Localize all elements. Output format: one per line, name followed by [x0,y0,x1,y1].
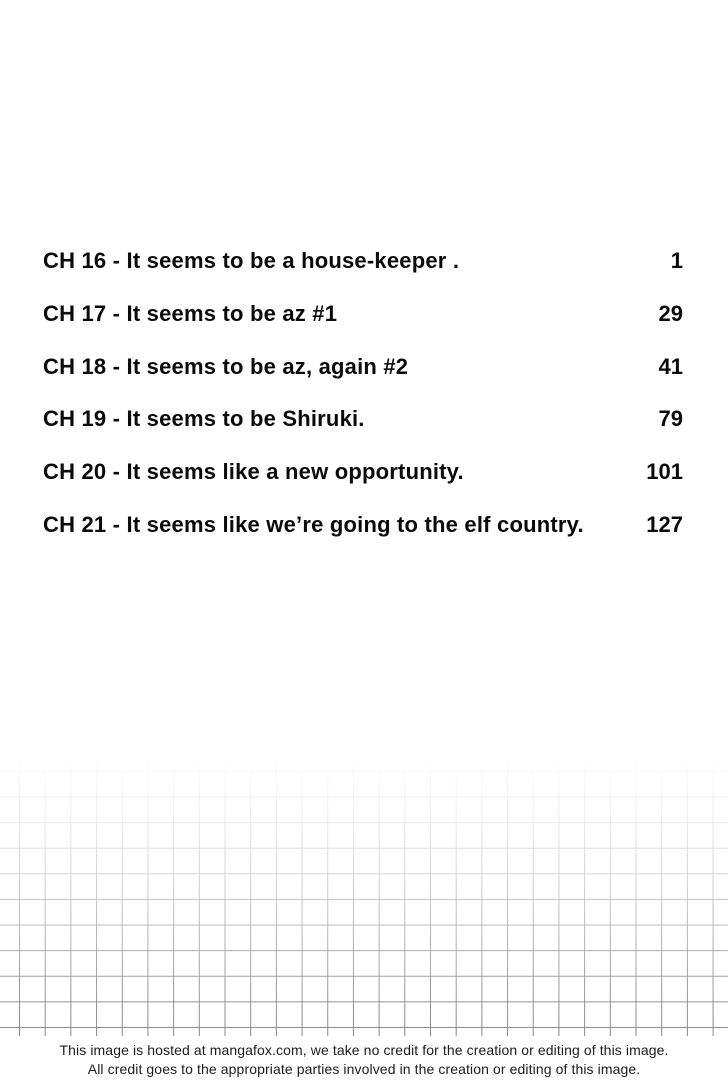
chapter-page-number: 41 [658,353,683,379]
toc-entry [43,248,683,272]
chapter-page-number: 29 [658,300,683,326]
toc-entry [43,354,683,378]
chapter-title: CH 17 - It seems to be az #1 [43,300,338,326]
chapter-page-number: 1 [670,248,683,273]
graph-paper-grid [0,765,728,1036]
table-of-contents [43,248,683,565]
toc-entry [43,301,683,325]
toc-entry [43,459,683,483]
chapter-title: CH 16 - It seems to be a house-keeper . [43,248,460,273]
chapter-page-number: 127 [646,511,683,537]
hosting-disclaimer [0,1041,728,1079]
chapter-page-number: 79 [658,406,683,432]
chapter-title: CH 20 - It seems like a new opportunity. [43,459,464,485]
disclaimer-line-2: All credit goes to the appropriate parties involved in the creation or editing of this image. [87,1061,641,1077]
chapter-title: CH 18 - It seems to be az, again #2 [43,353,409,379]
chapter-title: CH 21 - It seems like we’re going to the elf country. [43,511,584,537]
toc-entry [43,406,683,430]
toc-entry [43,512,683,536]
disclaimer-line-1: This image is hosted at mangafox.com, we take no credit for the creation or editing of this image. [59,1042,669,1058]
chapter-title: CH 19 - It seems to be Shiruki. [43,406,365,432]
chapter-page-number: 101 [646,459,683,485]
